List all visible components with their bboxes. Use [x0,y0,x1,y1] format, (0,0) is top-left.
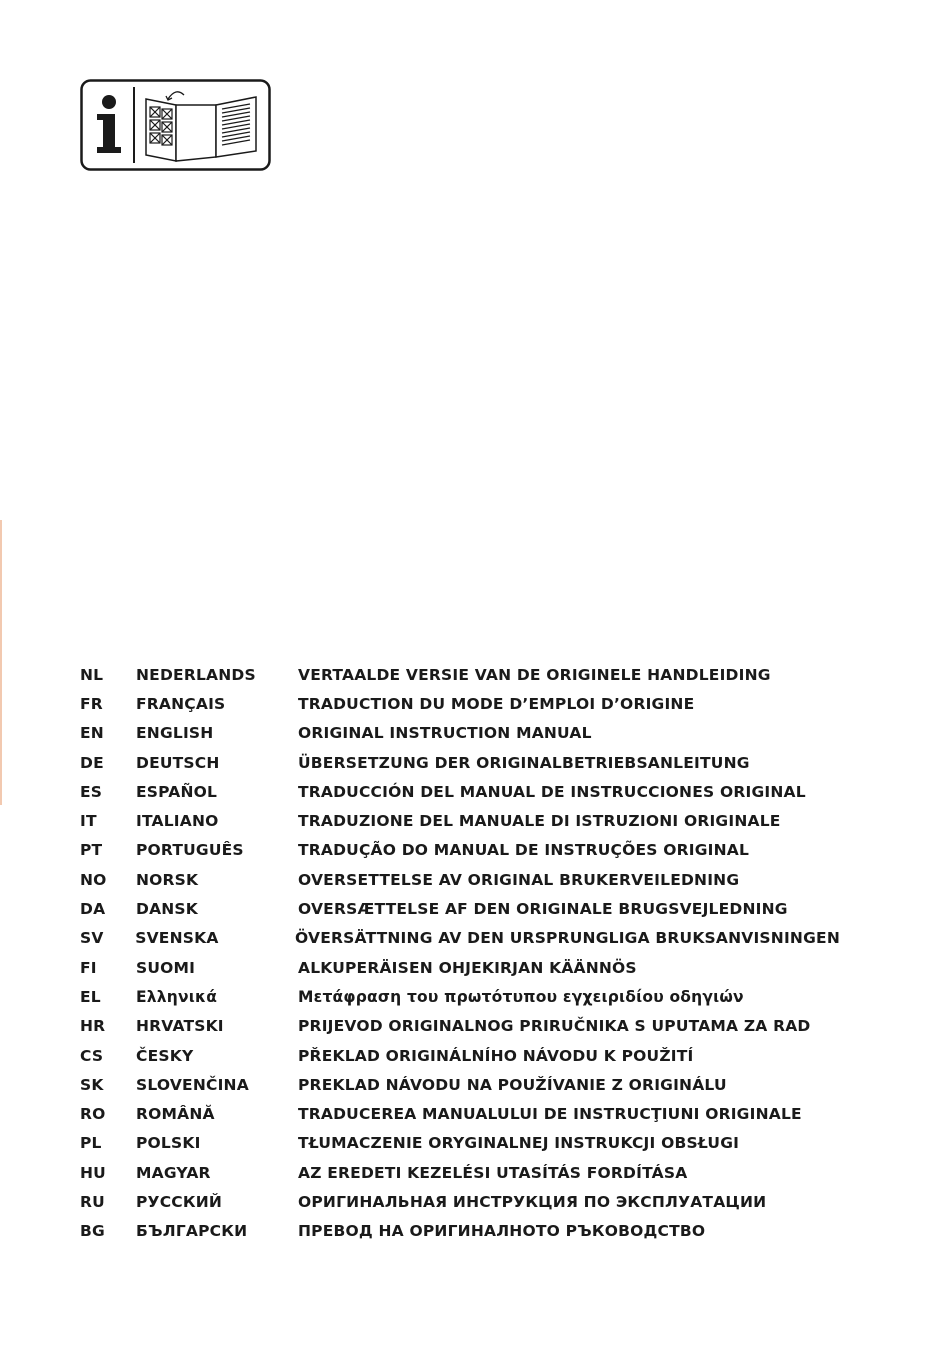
manual-title: OVERSETTELSE AV ORIGINAL BRUKERVEILEDNING [298,870,740,889]
manual-title: TRADUZIONE DEL MANUALE DI ISTRUZIONI ORIGINALE [298,812,781,831]
language-name: БЪЛГАРСКИ [136,1222,248,1241]
language-row [80,748,840,777]
language-code: EL [80,987,101,1006]
manual-title: AZ EREDETI KEZELÉSI UTASÍTÁS FORDÍTÁSA [298,1163,688,1182]
language-row [80,806,840,835]
manual-title: ALKUPERÄISEN OHJEKIRJAN KÄÄNNÖS [298,958,637,977]
language-name: SLOVENČINA [136,1075,249,1094]
language-name: DANSK [136,900,199,919]
language-code: RO [80,1105,106,1124]
language-name: РУССКИЙ [136,1192,223,1211]
manual-title: ORIGINAL INSTRUCTION MANUAL [298,724,592,743]
language-name: SUOMI [136,958,196,977]
manual-title: VERTAALDE VERSIE VAN DE ORIGINELE HANDLEIDING [298,665,771,684]
language-name: ROMÂNĂ [136,1105,215,1124]
manual-title: ÖVERSÄTTNING AV DEN URSPRUNGLIGA BRUKSANVISNINGEN [295,929,840,948]
manual-title: ПРЕВОД НА ОРИГИНАЛНОТО РЪКОВОДСТВО [298,1222,706,1241]
manual-title: OVERSÆTTELSE AF DEN ORIGINALE BRUGSVEJLEDNING [298,900,788,919]
language-code: NO [80,870,107,889]
language-row [80,924,840,953]
language-name: ITALIANO [136,812,219,831]
language-name: MAGYAR [136,1163,211,1182]
language-name: ČESKY [136,1046,194,1065]
language-name: ESPAÑOL [136,782,218,801]
language-code: RU [80,1192,105,1211]
manual-title: Μετάφραση του πρωτότυπου εγχειριδίου οδηγιών [298,987,744,1006]
language-row [80,1012,840,1041]
info-manual-icon [80,79,271,171]
language-code: SV [80,929,104,948]
language-row [80,1187,840,1216]
language-code: ES [80,782,103,801]
language-name: POLSKI [136,1134,201,1153]
manual-title: TRADUCEREA MANUALULUI DE INSTRUCŢIUNI ORIGINALE [298,1105,802,1124]
edge-color-mark [0,520,2,805]
language-code: FR [80,694,103,713]
language-code: CS [80,1046,104,1065]
language-code: PL [80,1134,102,1153]
language-row [80,689,840,718]
language-row [80,660,840,689]
language-row [80,982,840,1011]
language-row [80,1158,840,1187]
manual-title: PRIJEVOD ORIGINALNOG PRIRUČNIKA S UPUTAMA ZA RAD [298,1017,811,1036]
manual-title: ОРИГИНАЛЬНАЯ ИНСТРУКЦИЯ ПО ЭКСПЛУАТАЦИИ [298,1192,767,1211]
manual-title: TRADUCTION DU MODE D’EMPLOI D’ORIGINE [298,694,695,713]
language-name: HRVATSKI [136,1017,224,1036]
language-row [80,1129,840,1158]
language-row [80,953,840,982]
language-row [80,719,840,748]
language-code: EN [80,724,104,743]
manual-title: TŁUMACZENIE ORYGINALNEJ INSTRUKCJI OBSŁUGI [298,1134,740,1153]
language-row [80,1070,840,1099]
language-code: NL [80,665,104,684]
language-row [80,1217,840,1246]
language-code: HR [80,1017,106,1036]
language-code: BG [80,1222,105,1241]
manual-title: TRADUCCIÓN DEL MANUAL DE INSTRUCCIONES ORIGINAL [298,782,806,801]
language-list [80,660,840,1246]
language-row [80,777,840,806]
language-name: SVENSKA [135,929,219,948]
language-code: HU [80,1163,106,1182]
manual-title: PŘEKLAD ORIGINÁLNÍHO NÁVODU K POUŽITÍ [298,1046,694,1065]
manual-title: TRADUÇÃO DO MANUAL DE INSTRUÇÕES ORIGINAL [298,841,750,860]
language-name: DEUTSCH [136,753,220,772]
language-row [80,1099,840,1128]
language-code: SK [80,1075,104,1094]
language-code: FI [80,958,97,977]
language-name: NEDERLANDS [136,665,256,684]
language-row [80,836,840,865]
manual-title: ÜBERSETZUNG DER ORIGINALBETRIEBSANLEITUNG [298,753,750,772]
language-row [80,1041,840,1070]
language-code: DE [80,753,104,772]
language-code: PT [80,841,103,860]
language-row [80,865,840,894]
language-name: NORSK [136,870,199,889]
language-row [80,894,840,923]
language-name: PORTUGUÊS [136,841,244,860]
language-code: IT [80,812,97,831]
language-name: Ελληνικά [136,987,218,1006]
manual-title: PREKLAD NÁVODU NA POUŽÍVANIE Z ORIGINÁLU [298,1075,727,1094]
language-code: DA [80,900,106,919]
language-name: FRANÇAIS [136,694,226,713]
language-name: ENGLISH [136,724,214,743]
